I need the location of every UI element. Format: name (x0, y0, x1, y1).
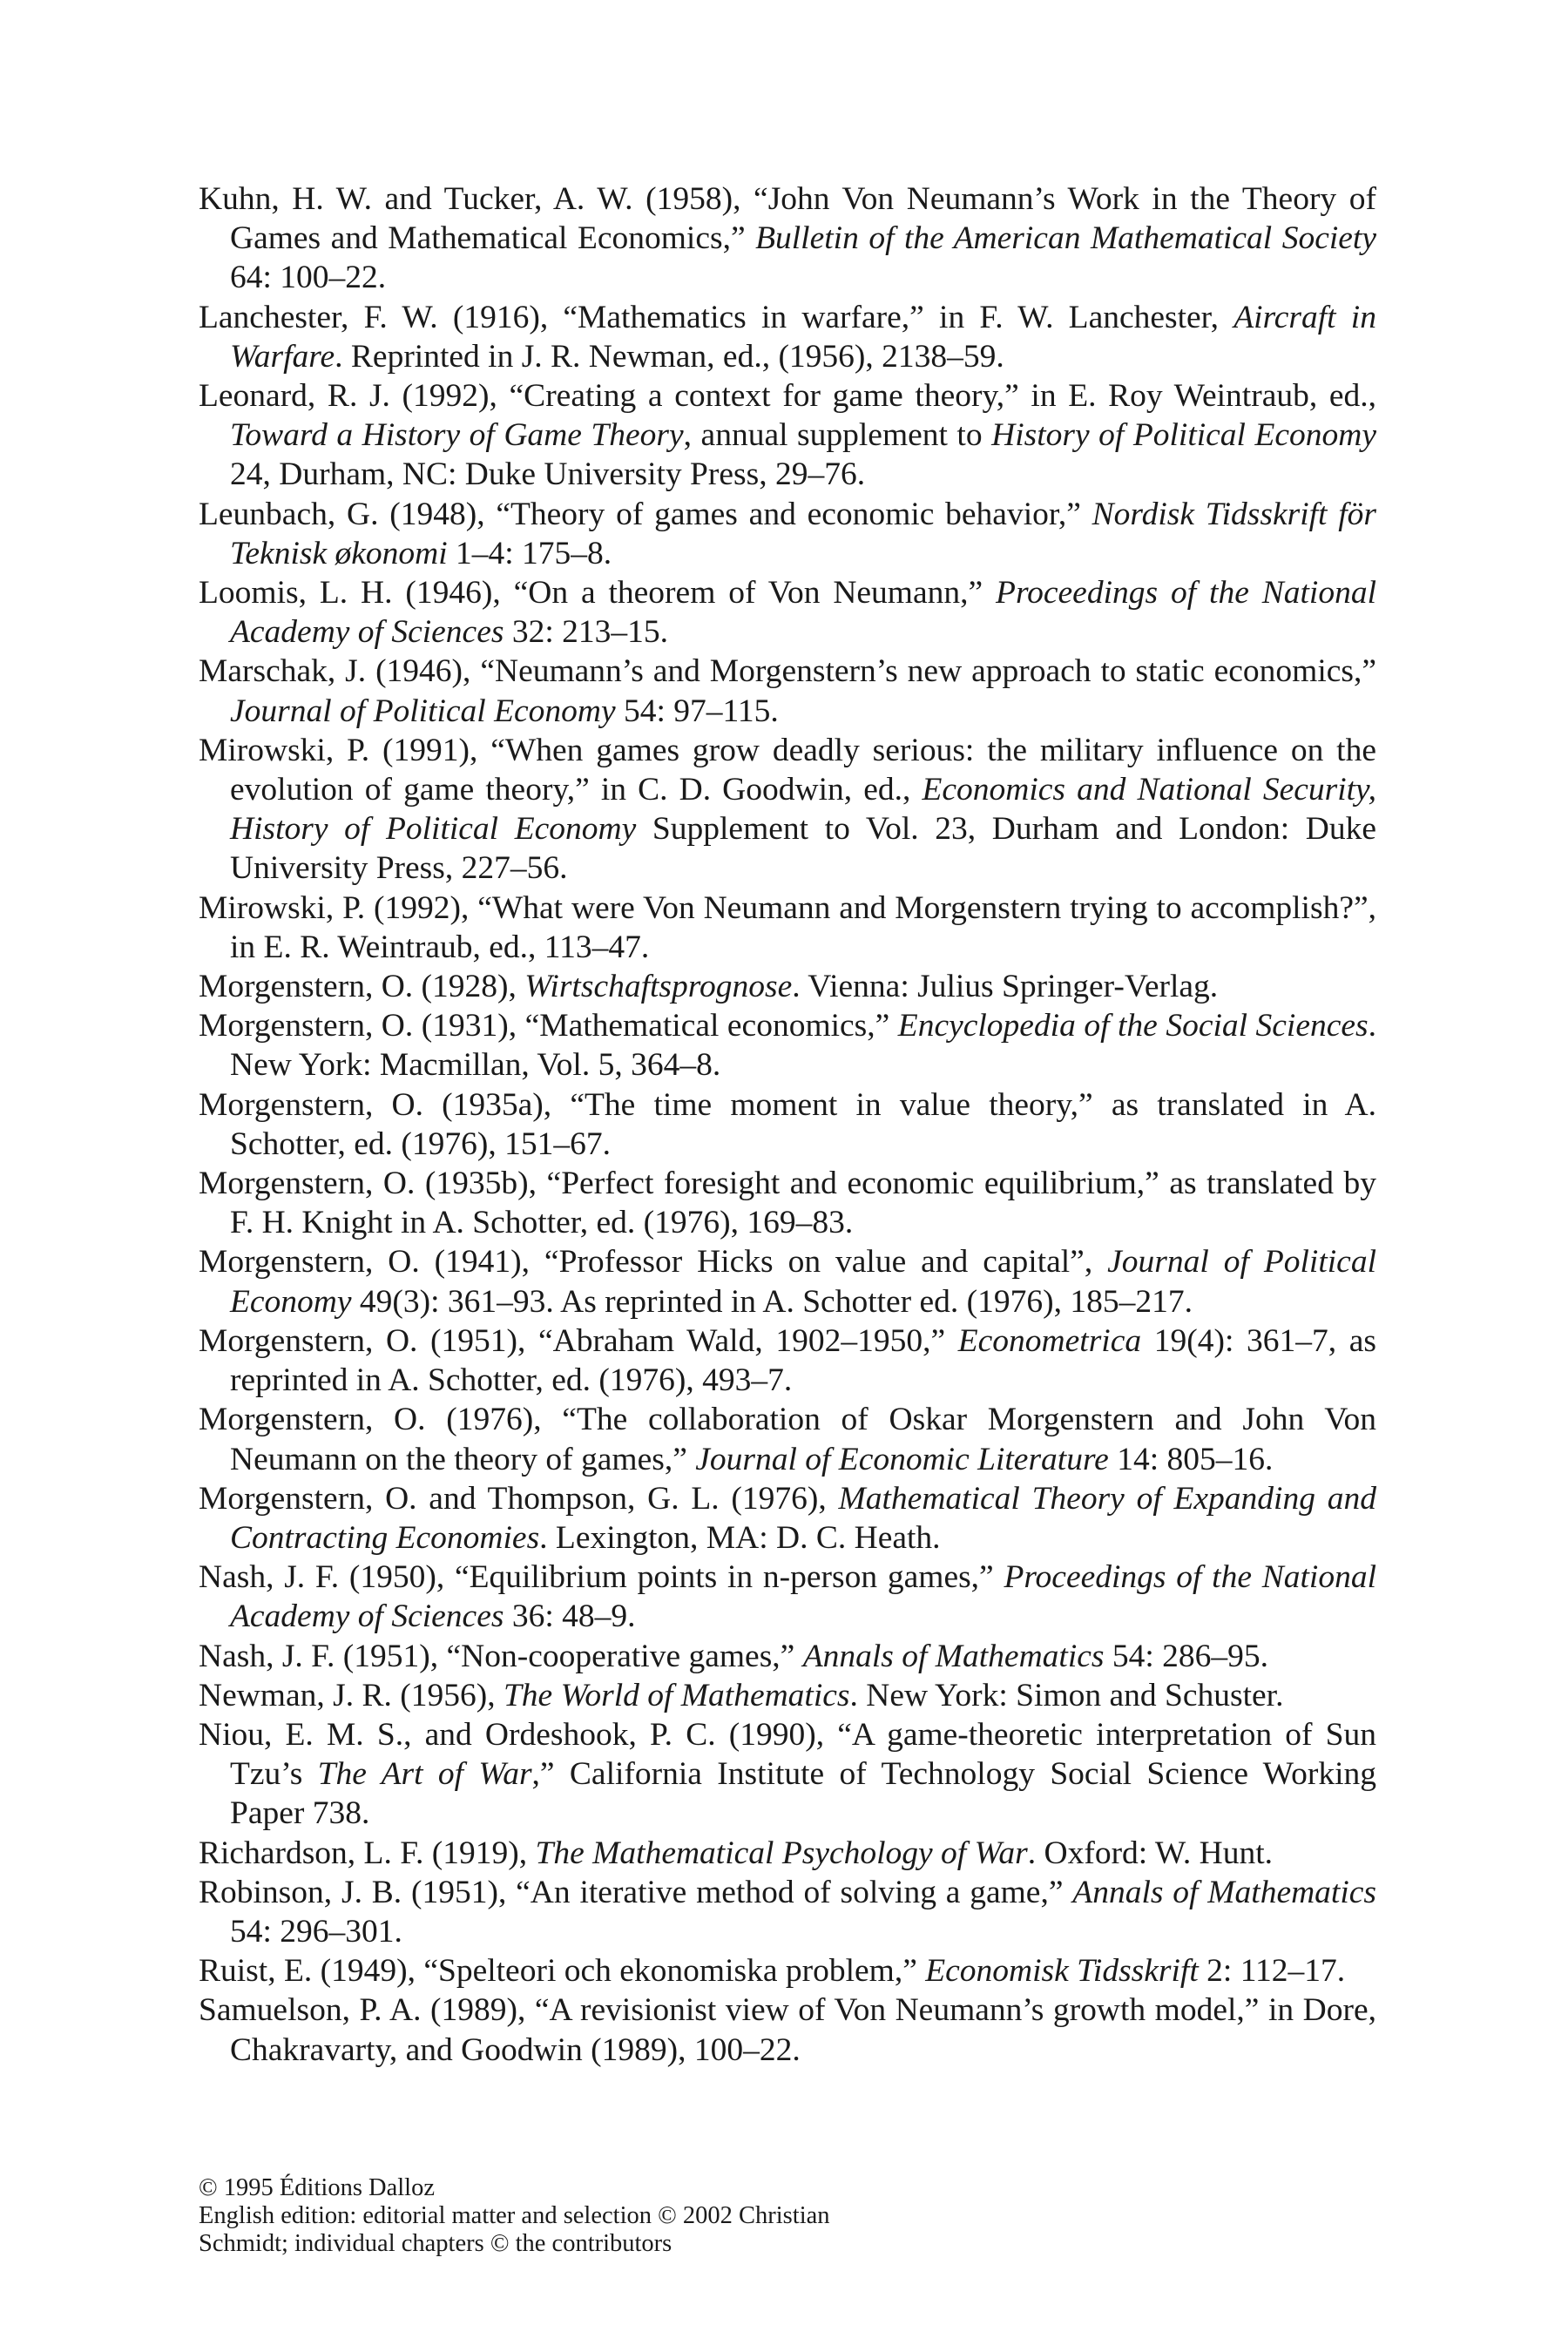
copyright-line: Schmidt; individual chapters © the contributors (199, 2230, 672, 2257)
reference-entry: Robinson, J. B. (1951), “An iterative method of solving a game,” Annals of Mathematics 54: 296–301. (199, 1874, 1376, 1950)
reference-entry: Nash, J. F. (1950), “Equilibrium points in n-person games,” Proceedings of the National Academy of Sciences 36: 48–9. (199, 1559, 1376, 1635)
reference-entry: Marschak, J. (1946), “Neumann’s and Morgenstern’s new approach to static economics,” Journal of Political Economy 54: 97–115. (199, 653, 1376, 729)
reference-entry: Richardson, L. F. (1919), The Mathematical Psychology of War. Oxford: W. Hunt. (199, 1835, 1273, 1871)
reference-entry: Mirowski, P. (1991), “When games grow deadly serious: the military influence on the evolution of game theory,” in C. D. Goodwin, ed., Economics and National Security, History of Political Economy Supplement to Vol. 23, Durham and London: Duke University Press, 227–56. (199, 732, 1377, 887)
reference-entry: Morgenstern, O. and Thompson, G. L. (1976), Mathematical Theory of Expanding and Contracting Economies. Lexington, MA: D. C. Heath. (199, 1480, 1376, 1556)
reference-entry: Morgenstern, O. (1976), “The collaboration of Oskar Morgenstern and John Von Neumann on the theory of games,” Journal of Economic Literature 14: 805–16. (199, 1402, 1376, 1477)
reference-entry: Morgenstern, O. (1931), “Mathematical economics,” Encyclopedia of the Social Sciences. New York: Macmillan, Vol. 5, 364–8. (199, 1008, 1377, 1084)
reference-entry: Kuhn, H. W. and Tucker, A. W. (1958), “John Von Neumann’s Work in the Theory of Games and Mathematical Economics,” Bulletin of the American Mathematical Society 64: 100–22. (199, 181, 1376, 296)
reference-entry: Nash, J. F. (1951), “Non-cooperative games,” Annals of Mathematics 54: 286–95. (199, 1638, 1269, 1674)
reference-entry: Samuelson, P. A. (1989), “A revisionist view of Von Neumann’s growth model,” in Dore, Chakravarty, and Goodwin (1989), 100–22. (199, 1992, 1376, 2068)
reference-entry: Niou, E. M. S., and Ordeshook, P. C. (1990), “A game-theoretic interpretation of Sun Tzu’s The Art of War,” California Institute of Technology Social Science Working Paper 738. (199, 1716, 1376, 1832)
reference-entry: Loomis, L. H. (1946), “On a theorem of Von Neumann,” Proceedings of the National Academy of Sciences 32: 213–15. (199, 575, 1376, 651)
reference-entry: Lanchester, F. W. (1916), “Mathematics in warfare,” in F. W. Lanchester, Aircraft in Warfare. Reprinted in J. R. Newman, ed., (1956), 2138–59. (199, 299, 1376, 375)
reference-entry: Ruist, E. (1949), “Spelteori och ekonomiska problem,” Economisk Tidsskrift 2: 112–17. (199, 1953, 1346, 1990)
reference-entry: Morgenstern, O. (1935b), “Perfect foresight and economic equilibrium,” as translated by F. H. Knight in A. Schotter, ed. (1976), 169–83. (199, 1166, 1376, 1241)
reference-entry: Morgenstern, O. (1935a), “The time moment in value theory,” as translated in A. Schotter, ed. (1976), 151–67. (199, 1086, 1376, 1162)
reference-entry: Newman, J. R. (1956), The World of Mathematics. New York: Simon and Schuster. (199, 1677, 1284, 1713)
reference-entry: Leunbach, G. (1948), “Theory of games and economic behavior,” Nordisk Tidsskrift för Teknisk økonomi 1–4: 175–8. (199, 496, 1376, 571)
reference-entry: Morgenstern, O. (1951), “Abraham Wald, 1902–1950,” Econometrica 19(4): 361–7, as reprinted in A. Schotter, ed. (1976), 493–7. (199, 1322, 1377, 1399)
copyright-line: © 1995 Éditions Dalloz (199, 2174, 436, 2201)
copyright-line: English edition: editorial matter and selection © 2002 Christian (199, 2202, 830, 2229)
reference-entry: Morgenstern, O. (1941), “Professor Hicks on value and capital”, Journal of Political Economy 49(3): 361–93. As reprinted in A. Schotter ed. (1976), 185–217. (199, 1244, 1376, 1320)
copyright-footer (199, 2174, 1070, 2258)
reference-entry: Leonard, R. J. (1992), “Creating a context for game theory,” in E. Roy Weintraub, ed., Toward a History of Game Theory, annual supplement to History of Political Economy 24, Durham, NC: Duke University Press, 29–76. (199, 378, 1377, 493)
reference-list (199, 179, 1376, 2070)
reference-entry: Mirowski, P. (1992), “What were Von Neumann and Morgenstern trying to accomplish?”, in E. R. Weintraub, ed., 113–47. (199, 889, 1376, 965)
reference-entry: Morgenstern, O. (1928), Wirtschaftsprognose. Vienna: Julius Springer-Verlag. (199, 969, 1219, 1005)
